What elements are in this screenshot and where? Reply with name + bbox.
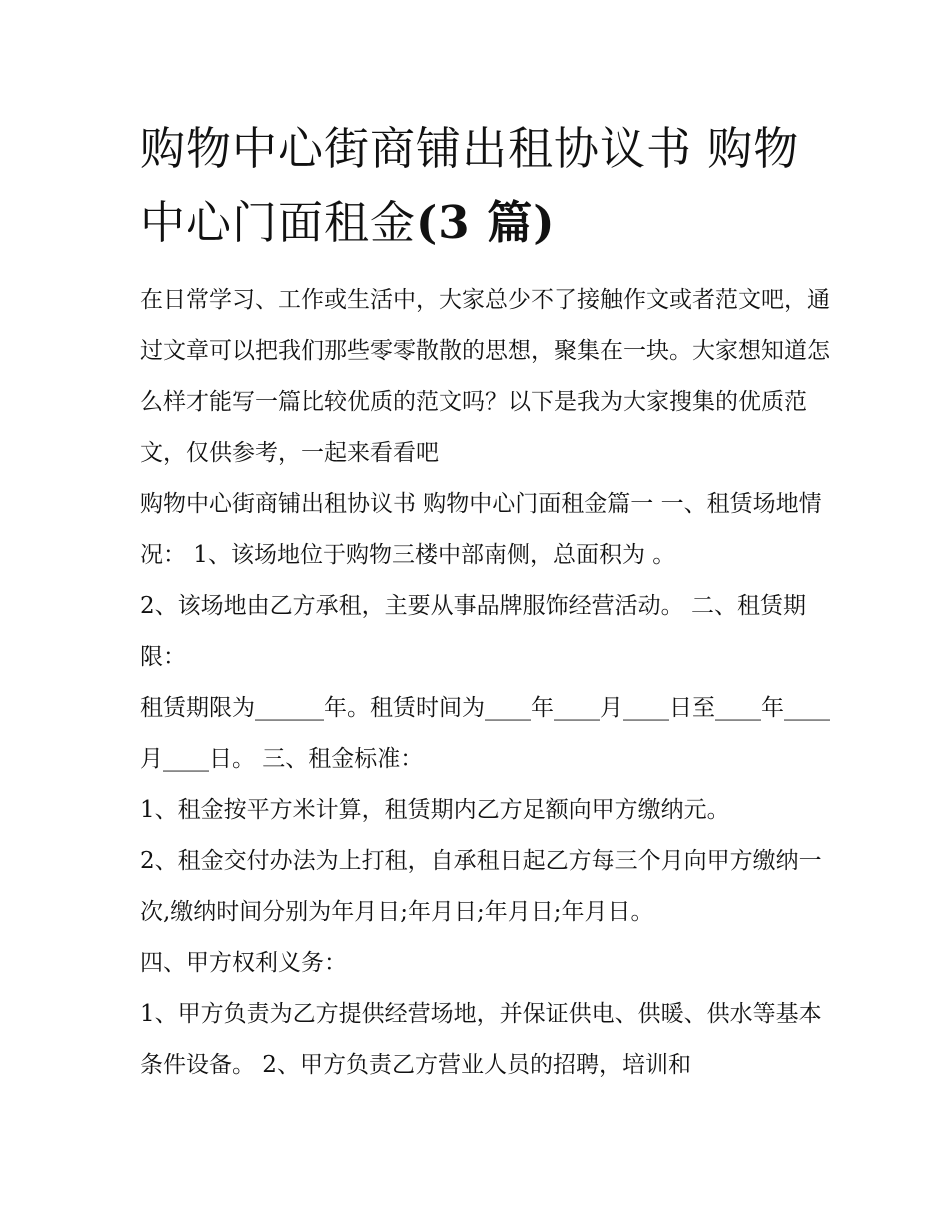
- title-text: 购物中心街商铺出租协议书 购物中心门面租金: [140, 122, 800, 249]
- document-body: [140, 275, 830, 1091]
- payment-clause-paragraph: 2、租金交付办法为上打租，自承租日起乙方每三个月向甲方缴纳一次,缴纳时间分别为年月日;年月日;年月日;年月日。: [140, 848, 822, 925]
- document-title: [140, 112, 830, 260]
- obligations-paragraph: 1、甲方负责为乙方提供经营场地，并保证供电、供暖、供水等基本条件设备。 2、甲方负责乙方营业人员的招聘，培训和: [140, 1001, 822, 1078]
- section-heading-paragraph: 四、甲方权利义务：: [140, 950, 347, 976]
- title-count: (3 篇): [416, 196, 556, 249]
- clause-paragraph: 2、该场地由乙方承租，主要从事品牌服饰经营活动。 二、租赁期限：: [140, 593, 806, 670]
- intro-paragraph: 在日常学习、工作或生活中，大家总少不了接触作文或者范文吧，通过文章可以把我们那些零零散散的思想，聚集在一块。大家想知道怎么样才能写一篇比较优质的范文吗？以下是我为大家搜集的优质范文，仅供参考，一起来看看吧: [140, 287, 830, 466]
- document-page: [140, 112, 830, 1091]
- rent-clause-paragraph: 1、租金按平方米计算，租赁期内乙方足额向甲方缴纳元。: [140, 797, 730, 823]
- lease-term-paragraph: 租赁期限为______年。租赁时间为____年____月____日至____年____月____日。 三、租金标准：: [140, 695, 830, 772]
- section-one-paragraph: 购物中心街商铺出租协议书 购物中心门面租金篇一 一、租赁场地情况： 1、该场地位于购物三楼中部南侧，总面积为 。: [140, 491, 822, 568]
